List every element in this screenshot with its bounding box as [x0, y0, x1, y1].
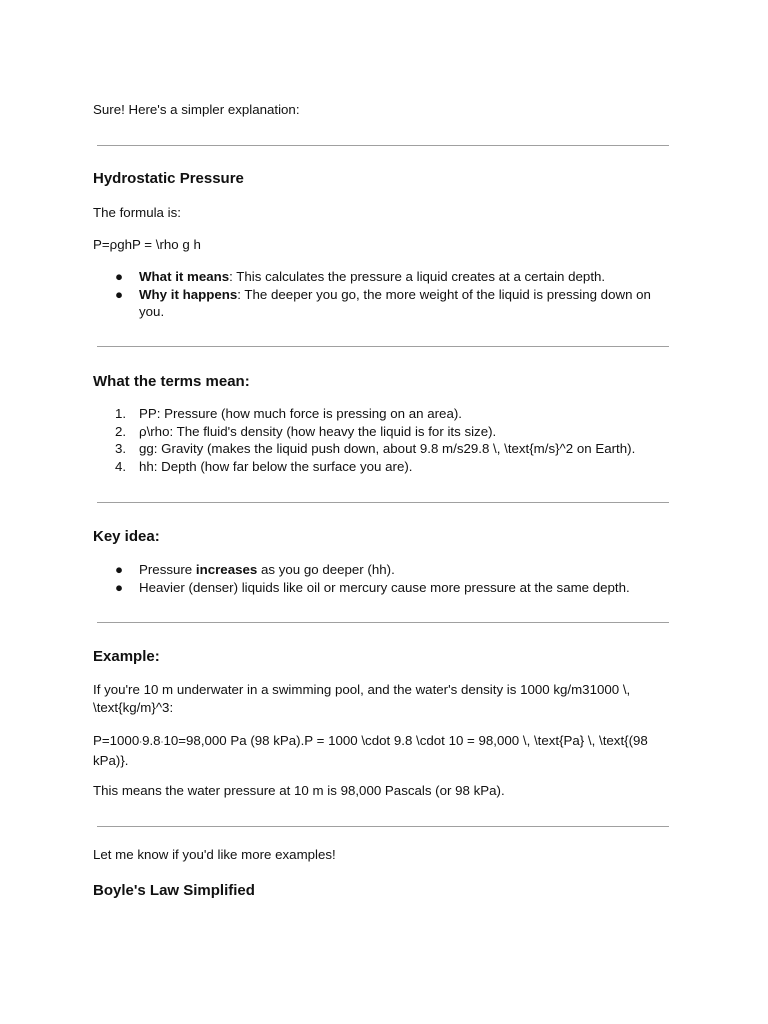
- bullet-bold: increases: [195, 562, 258, 577]
- bullet-text: Heavier (denser) liquids like oil or mercury cause more pressure at the same depth.: [139, 579, 630, 595]
- calc-part: 9.8: [142, 733, 161, 748]
- formula-text: P=ρghP = \rho g h: [93, 237, 201, 252]
- formula-intro: The formula is:: [93, 205, 181, 220]
- list-number: 2.: [115, 423, 127, 439]
- cdot-symbol: ⋅: [160, 737, 164, 747]
- cdot-symbol: ⋅: [139, 737, 143, 747]
- heading-example: Example:: [93, 648, 160, 665]
- example-calculation: [93, 732, 673, 769]
- list-item: [93, 268, 673, 286]
- calc-part: P=1000: [93, 733, 140, 748]
- example-paragraph: If you're 10 m underwater in a swimming pool, and the water's density is 1000 kg/m31000 \, \text{kg/m}^3:: [93, 682, 631, 715]
- list-number: 3.: [115, 441, 127, 456]
- closing-text: Let me know if you'd like more examples!: [93, 847, 336, 862]
- list-number: 4.: [115, 458, 127, 474]
- bullet-text: Pressure: [139, 562, 196, 577]
- list-item: [93, 579, 673, 597]
- term-text: gg: Gravity (makes the liquid push down, about 9.8 m/s29.8 \, \text{m/s}^2 on Earth).: [139, 441, 636, 456]
- divider: [97, 502, 669, 503]
- list-item: [93, 423, 673, 441]
- list-item: [93, 440, 673, 458]
- example-conclusion: This means the water pressure at 10 m is 98,000 Pascals (or 98 kPa).: [93, 783, 505, 798]
- bullet-text: : This calculates the pressure a liquid creates at a certain depth.: [229, 269, 606, 284]
- bullet-text: : The deeper you go, the more weight of the liquid is pressing down on you.: [139, 286, 651, 319]
- list-item: [93, 561, 673, 579]
- list-number: 1.: [115, 406, 127, 421]
- term-text: hh: Depth (how far below the surface you are).: [139, 458, 413, 474]
- term-text: ρ\rho: The fluid's density (how heavy the liquid is for its size).: [139, 423, 497, 439]
- list-item: [93, 286, 673, 321]
- calc-part: 10=98,000 Pa (98 kPa).P = 1000 \cdot 9.8 \cdot 10 = 98,000 \, \text{Pa} \, \text{(98 kPa)}.: [93, 733, 648, 768]
- bullet-bold: What it means: [139, 269, 230, 284]
- hydrostatic-bullets: [93, 268, 673, 321]
- heading-hydrostatic: Hydrostatic Pressure: [93, 170, 244, 187]
- divider: [97, 622, 669, 623]
- bullet-icon: ●: [115, 579, 124, 595]
- heading-key-idea: Key idea:: [93, 528, 160, 545]
- divider: [97, 145, 669, 146]
- key-idea-bullets: [93, 561, 673, 596]
- bullet-icon: ●: [115, 269, 124, 284]
- list-item: [93, 458, 673, 476]
- bullet-icon: ●: [115, 562, 124, 577]
- terms-list: [93, 405, 673, 475]
- heading-terms: What the terms mean:: [93, 373, 250, 390]
- term-text: PP: Pressure (how much force is pressing on an area).: [139, 406, 462, 421]
- bullet-bold: Why it happens: [139, 286, 238, 302]
- divider: [97, 346, 669, 347]
- intro-text: Sure! Here's a simpler explanation:: [93, 102, 300, 117]
- list-item: [93, 405, 673, 423]
- divider: [97, 826, 669, 827]
- heading-boyle: Boyle's Law Simplified: [93, 882, 255, 899]
- bullet-text: as you go deeper (hh).: [257, 562, 395, 577]
- bullet-icon: ●: [115, 286, 124, 302]
